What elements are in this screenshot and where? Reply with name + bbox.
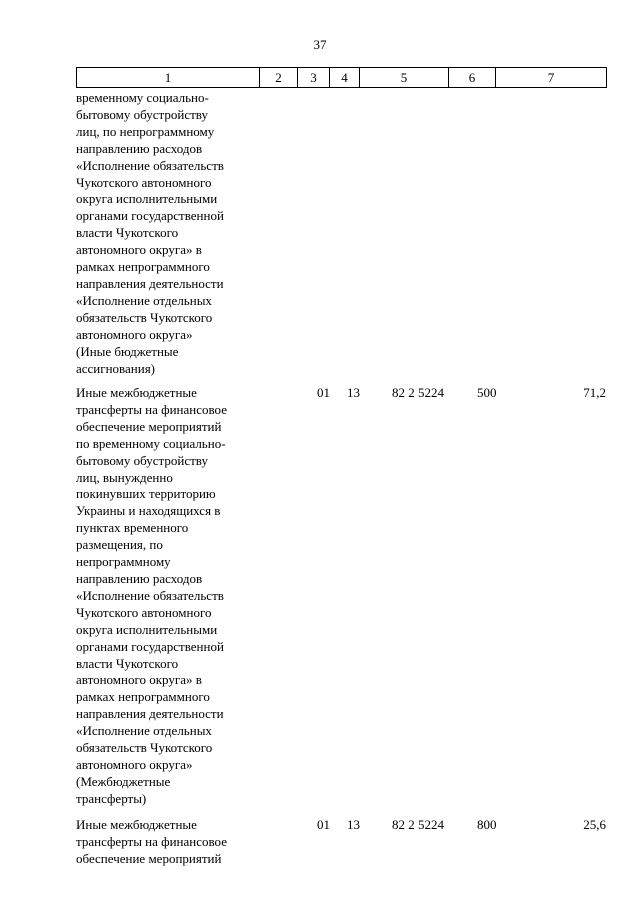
header-col-5: 5 <box>360 68 449 88</box>
row-subsection-code: 13 <box>347 817 360 832</box>
header-col-3: 3 <box>298 68 330 88</box>
row-description: временному социально- бытовому обустройству лиц, по непрограммному направлению расходов «Исполнение обязательств Чукотского автономного округа исполнительными органами государственной власти Чукотского автономного округа» в рамках непрограммного направления деятельности «Исполнение отдельных обязательств Чукотского автономного округа» (Иные бюджетные ассигнования) <box>76 90 224 376</box>
row-subsection-code: 13 <box>347 385 360 400</box>
header-col-1: 1 <box>77 68 260 88</box>
row-description: Иные межбюджетные трансферты на финансовое обеспечение мероприятий по временному социально- бытовому обустройству лиц, вынужденно покинувших территорию Украины и находящихся в пунктах временного размещения, по непрограммному направлению расходов «Исполнение обязательств Чукотского автономного округа исполнительными органами государственной власти Чукотского автономного округа» в рамках непрограммного направления деятельности «Исполнение отдельных обязательств Чукотского автономного округа» (Межбюджетные трансферты) <box>76 385 227 806</box>
header-col-6: 6 <box>449 68 496 88</box>
row-section-code: 01 <box>317 817 330 832</box>
header-col-4: 4 <box>330 68 360 88</box>
table-header <box>76 67 607 88</box>
row-target-article: 82 2 5224 <box>392 817 444 832</box>
row-expense-type: 500 <box>477 385 497 400</box>
row-description: Иные межбюджетные трансферты на финансовое обеспечение мероприятий <box>76 817 227 866</box>
page-number: 37 <box>313 37 327 52</box>
row-expense-type: 800 <box>477 817 497 832</box>
header-col-2: 2 <box>260 68 298 88</box>
header-col-7: 7 <box>496 68 607 88</box>
row-amount: 25,6 <box>583 817 606 832</box>
row-amount: 71,2 <box>583 385 606 400</box>
row-section-code: 01 <box>317 385 330 400</box>
row-target-article: 82 2 5224 <box>392 385 444 400</box>
